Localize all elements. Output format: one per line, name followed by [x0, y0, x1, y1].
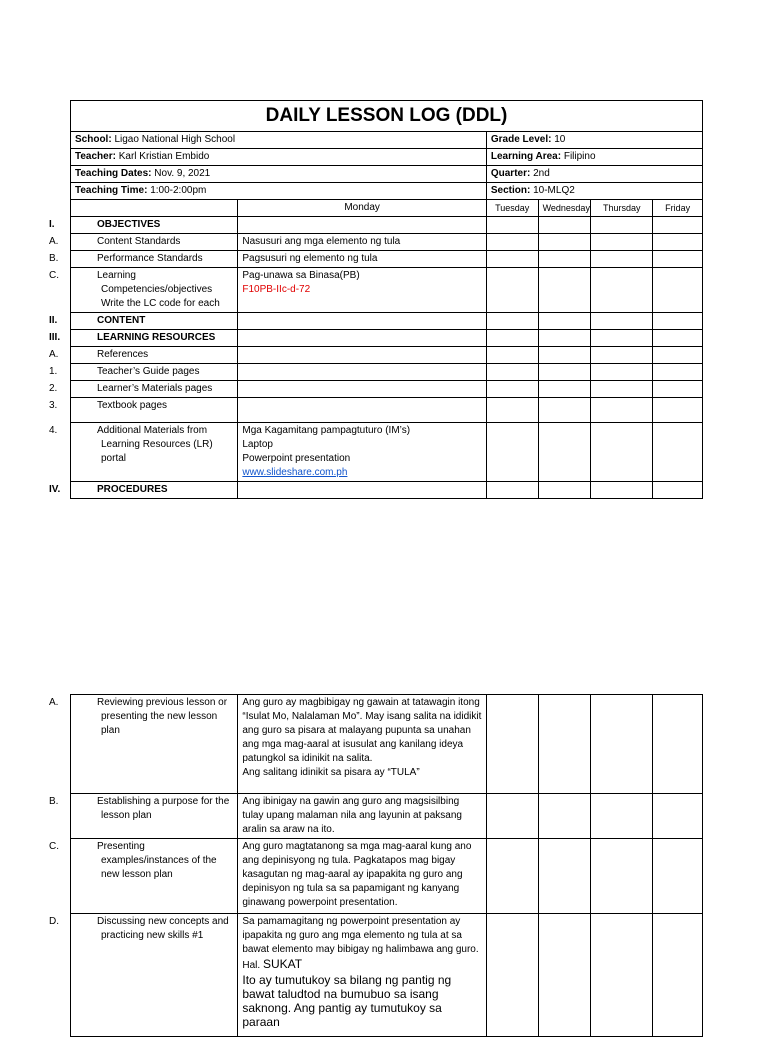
row-objectives [71, 217, 703, 234]
row-num: C. [49, 841, 59, 852]
row-competencies [71, 268, 703, 313]
row-procedures [71, 482, 703, 499]
row-num: D. [49, 916, 59, 927]
example-term: SUKAT [262, 957, 303, 971]
row-num: 4. [49, 425, 58, 436]
section-value: 10-MLQ2 [533, 185, 575, 196]
quarter-value: 2nd [533, 168, 550, 179]
monday-cell: Pag-unawa sa Binasa(PB) [242, 270, 360, 281]
row-num: 3. [49, 400, 58, 411]
row-label: LEARNING RESOURCES [97, 332, 216, 343]
row-textbook [71, 398, 703, 423]
procedure-b [71, 794, 703, 839]
lc-code: F10PB-IIc-d-72 [242, 284, 311, 295]
material-line: Laptop [242, 439, 273, 450]
row-learners-materials [71, 381, 703, 398]
example-label: Hal. [242, 960, 261, 971]
procedure-d [71, 914, 703, 1037]
teacher-label: Teacher: [75, 151, 116, 162]
row-label: Learner’s Materials pages [97, 383, 213, 394]
row-resources [71, 330, 703, 347]
row-label: CONTENT [97, 315, 146, 326]
row-num: A. [49, 236, 59, 247]
area-value: Filipino [563, 151, 596, 162]
procedure-text: Ang guro magtatanong sa mga mag-aaral kung ano ang depinisyong ng tula. Pagkatapos mag bigay kasagutan ng mag-aaral ay ipapakita ng guro ang depinisyon ng tula sa sa papamigant ng kanyang ginawang powerpoint presentation. [238, 839, 487, 914]
row-num: B. [49, 253, 59, 264]
grade-value: 10 [554, 134, 566, 145]
row-num: 2. [49, 383, 58, 394]
grade-label: Grade Level: [490, 134, 552, 145]
row-num: A. [49, 349, 59, 360]
quarter-cell [486, 166, 702, 183]
row-label: Teacher’s Guide pages [97, 366, 200, 377]
monday-cell: Pagsusuri ng elemento ng tula [238, 251, 487, 268]
procedure-text: Ang ibinigay na gawin ang guro ang magsisilbing tulay upang malaman nila ang layunin at paksang aralin sa araw na ito. [238, 794, 487, 839]
material-line: Mga Kagamitang pampagtuturo (IM’s) [242, 425, 411, 436]
row-label: Discussing new concepts and practicing new skills #1 [97, 916, 229, 941]
school-cell [71, 132, 487, 149]
row-label: PROCEDURES [97, 484, 168, 495]
school-value: Ligao National High School [114, 134, 236, 145]
school-label: School: [75, 134, 112, 145]
slideshare-link[interactable]: www.slideshare.com.ph [242, 467, 348, 478]
row-label: Presenting examples/instances of the new lesson plan [97, 841, 217, 880]
row-num: A. [49, 697, 59, 708]
row-num: C. [49, 270, 59, 281]
day-friday: Friday [653, 200, 703, 217]
row-label: Reviewing previous lesson or presenting the new lesson plan [97, 697, 228, 736]
section-label: Section: [490, 185, 531, 196]
quarter-label: Quarter: [490, 168, 531, 179]
time-cell [71, 183, 487, 200]
row-performance-standards [71, 251, 703, 268]
row-content-standards [71, 234, 703, 251]
page-title: DAILY LESSON LOG (DDL) [71, 101, 703, 132]
grade-cell [486, 132, 702, 149]
dates-label: Teaching Dates: [75, 168, 152, 179]
area-cell [486, 149, 702, 166]
row-label: Establishing a purpose for the lesson plan [97, 796, 230, 821]
row-num: I. [49, 219, 55, 230]
day-thursday: Thursday [591, 200, 653, 217]
row-num: B. [49, 796, 59, 807]
row-teachers-guide [71, 364, 703, 381]
procedure-text: Sa pamamagitang ng powerpoint presentation ay ipapakita ng guro ang mga elemento ng tula at sa bawat elemento may bibigay ng halimbawa ang guro. [242, 916, 479, 955]
procedure-text: Ang guro ay magbibigay ng gawain at tatawagin itong “Isulat Mo, Nalalaman Mo”. May isang salita na ididikit ang guro sa pisara at malayang pupunta sa unahan ang mga mag-aaral at isusulat ang kanilang ideya patungkol sa idinikit na salita. [242, 697, 482, 764]
material-line: Powerpoint presentation [242, 453, 351, 464]
row-num: 1. [49, 366, 58, 377]
row-label: OBJECTIVES [97, 219, 161, 230]
empty-corner [71, 200, 238, 217]
row-label: Additional Materials from Learning Resources (LR) portal [97, 425, 213, 464]
dates-cell [71, 166, 487, 183]
teacher-value: Karl Kristian Embido [118, 151, 210, 162]
teacher-cell [71, 149, 487, 166]
time-label: Teaching Time: [75, 185, 148, 196]
lesson-log-table [49, 100, 703, 499]
procedure-c [71, 839, 703, 914]
procedure-a [71, 695, 703, 794]
row-label: Performance Standards [97, 253, 203, 264]
dates-value: Nov. 9, 2021 [154, 168, 211, 179]
area-label: Learning Area: [490, 151, 562, 162]
row-label: References [97, 349, 149, 360]
procedure-text-2: Ang salitang idinikit sa pisara ay “TULA” [242, 767, 420, 778]
row-num: II. [49, 315, 58, 326]
monday-cell: Nasusuri ang mga elemento ng tula [238, 234, 487, 251]
procedures-table [49, 694, 703, 1037]
procedure-text-2: Ito ay tumutukoy sa bilang ng pantig ng bawat taludtod na bumubuo sa isang saknong. Ang pantig ay tumutukoy sa paraan [242, 973, 452, 1029]
time-value: 1:00-2:00pm [150, 185, 207, 196]
day-tuesday: Tuesday [486, 200, 538, 217]
row-num: IV. [49, 484, 61, 495]
row-label: Learning Competencies/objectives Write the LC code for each [97, 270, 220, 309]
day-wednesday: Wednesday [538, 200, 591, 217]
row-additional [71, 423, 703, 482]
row-references [71, 347, 703, 364]
row-num: III. [49, 332, 61, 343]
row-label: Content Standards [97, 236, 181, 247]
section-cell [486, 183, 702, 200]
row-label: Textbook pages [97, 400, 168, 411]
row-content [71, 313, 703, 330]
day-monday: Monday [238, 200, 487, 217]
